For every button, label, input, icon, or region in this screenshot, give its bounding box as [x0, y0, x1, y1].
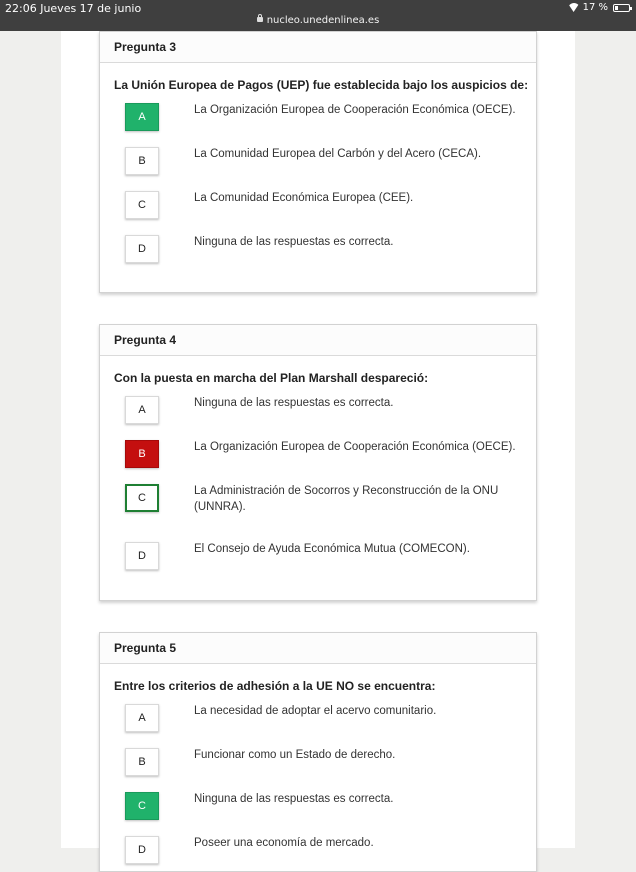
status-bar — [0, 0, 636, 31]
option-text-b: La Comunidad Europea del Carbón y del Acero (CECA). — [194, 148, 482, 160]
option-box-c[interactable]: C — [125, 792, 159, 820]
option-box-b[interactable]: B — [125, 147, 159, 175]
option-box-c[interactable]: C — [125, 484, 159, 512]
option-text-c: Ninguna de las respuestas es correcta. — [194, 793, 394, 805]
status-time-date: 22:06 Jueves 17 de junio — [5, 2, 142, 15]
question-title: Pregunta 4 — [100, 325, 536, 356]
option-box-a[interactable]: A — [125, 103, 159, 131]
lock-icon — [257, 17, 263, 22]
option-text-d: Ninguna de las respuestas es correcta. — [194, 236, 394, 248]
option-text-b: Funcionar como un Estado de derecho. — [194, 749, 396, 761]
battery-icon — [613, 4, 630, 12]
option-box-a[interactable]: A — [125, 396, 159, 424]
question-text: Con la puesta en marcha del Plan Marshall despareció: — [114, 371, 429, 385]
option-box-a[interactable]: A — [125, 704, 159, 732]
option-text-b: La Organización Europea de Cooperación Económica (OECE). — [194, 441, 516, 453]
option-text-d: Poseer una economía de mercado. — [194, 837, 374, 849]
option-text-c: La Administración de Socorros y Reconstrucción de la ONU (UNNRA). — [194, 485, 499, 513]
question-title: Pregunta 5 — [100, 633, 536, 664]
battery-percent: 17 % — [582, 2, 608, 13]
status-indicators — [568, 2, 630, 13]
option-box-d[interactable]: D — [125, 235, 159, 263]
address-bar[interactable] — [0, 15, 636, 26]
question-text: La Unión Europea de Pagos (UEP) fue establecida bajo los auspicios de: — [114, 78, 529, 92]
url-text: nucleo.unedenlinea.es — [266, 15, 380, 26]
option-text-a: La Organización Europea de Cooperación Económica (OECE). — [194, 104, 516, 116]
option-text-c: La Comunidad Económica Europea (CEE). — [194, 192, 414, 204]
option-box-c[interactable]: C — [125, 191, 159, 219]
wifi-icon — [568, 3, 580, 12]
option-box-d[interactable]: D — [125, 836, 159, 864]
option-text-d: El Consejo de Ayuda Económica Mutua (COMECON). — [194, 543, 470, 555]
option-text-a: Ninguna de las respuestas es correcta. — [194, 397, 394, 409]
question-title: Pregunta 3 — [100, 32, 536, 63]
question-card-3 — [99, 31, 537, 293]
option-box-b[interactable]: B — [125, 748, 159, 776]
question-card-4 — [99, 324, 537, 601]
question-card-5 — [99, 632, 537, 872]
option-box-d[interactable]: D — [125, 542, 159, 570]
question-text: Entre los criterios de adhesión a la UE NO se encuentra: — [114, 679, 436, 693]
option-text-a: La necesidad de adoptar el acervo comunitario. — [194, 705, 437, 717]
option-box-b[interactable]: B — [125, 440, 159, 468]
